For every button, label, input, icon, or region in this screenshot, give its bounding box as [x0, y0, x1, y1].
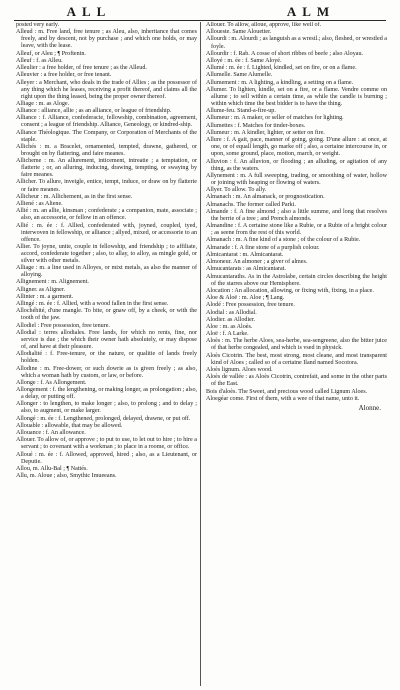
dictionary-entry: Allicher. To allure, inveigle, entice, tempt, induce, or draw on by flatterie or faire meanes.	[16, 179, 197, 193]
dictionary-entry: Allumelle. Same Alumelle.	[206, 72, 273, 79]
dictionary-entry: Alocation : An allocation, allowing, or fixing with, fixing, in a place.	[206, 287, 374, 294]
dictionary-entry: Alliance : alliance, allie ; as an alliance, or league of friendship.	[16, 108, 172, 115]
dictionary-entry: Allinter : m. a garment.	[16, 293, 74, 300]
dictionary-entry: Allumeur : m. A kindler, lighter, or setter on fire.	[206, 129, 325, 136]
dictionary-entry: Allouable : allowable, that may be allowed.	[16, 422, 123, 429]
dictionary-entry: Almandine : f. A certaine stone like a Rubie, or a Rubie of a bright colour ; as seene from the rest of this world.	[206, 223, 387, 237]
dictionary-entry: Allume-feu. Stand-a-fire-up.	[206, 108, 276, 115]
dictionary-entry: Alleuf : f. as Alleu.	[16, 57, 63, 64]
dictionary-entry: Allouance : f. An allowance.	[16, 430, 86, 437]
dictionary-entry: Alliage : m. a line used in Alloyes, or mixt metals, as also the manner of alloying.	[16, 265, 197, 279]
dictionary-entry: Almucantaraths. As in the Astrolabe, certain circles describing the height of the starres above our Hemisphere.	[206, 273, 387, 287]
dictionary-entry: Allou, m. Allu-Bal ; ¶ Nattés.	[16, 465, 88, 472]
dictionary-entry: Alluvion : f. An alluvion, or flooding ; an alluding, or agitation of any thing, as the waters.	[206, 158, 387, 172]
dictionary-entry: Bois d'aloès. The Sweet, and precious wood called Lignum Aloes.	[206, 388, 368, 395]
dictionary-entry: Allyer. To allow. To ally.	[206, 187, 267, 194]
text-columns	[14, 22, 390, 686]
dictionary-entry: Allumettes : f. Matches for tinder-boxes.	[206, 122, 306, 129]
dictionary-entry: Allumer. To lighten, kindle, set on a fire, or a flame. Vendre comme on allume ; to sell within a certain time, as while the candle is burning ; within which time the best bidder is to have the thing.	[206, 86, 387, 108]
dictionary-entry: Allié : m. ée : f. Allied, confederated with, joyned, coupled, tyed, interwoven in fellowship, or alliance ; allyed, mixed, or accessorie to an offence.	[16, 222, 197, 243]
dictionary-entry: Allicheur : m. Allichement, as in the first sense.	[16, 193, 133, 200]
dictionary-entry: Almanach : m. A fine kind of a stone ; of the colour of a Rubie.	[206, 237, 361, 244]
dictionary-entry: Allichés : m. a Bracelet, ornamented, tempted, drawne, gathered, or brought on by flattering, and faire meanes.	[16, 143, 197, 157]
running-head-right: ALM	[286, 4, 336, 19]
dictionary-entry: Almucantarats : as Almicantarat.	[206, 266, 286, 273]
catchword: Alonne.	[358, 403, 381, 412]
dictionary-entry: Alliené : as Aliene.	[16, 200, 63, 207]
dictionary-entry: Almoneur. An almoner ; a giver of almes.	[206, 259, 308, 266]
dictionary-entry: Allumement : m. A lighting, a kindling, a setting on a flame.	[206, 79, 354, 86]
dictionary-entry: Aloès Cicotrin. The best, most strong, most cleane, and most transparent kind of Aloes ; called so of a certaine Iland named Socotora.	[206, 352, 387, 366]
dictionary-entry: Allourdi : m. Alourdi ; as languish as a wrestl.; also, fleshed, or wrestled a foyle.	[206, 36, 387, 50]
dictionary-entry: Alleyer : a Merchant, who deals in the trade of Allies ; as the possessor of any thing which he leases, receiving a profit thereof, and claims all the right upon the thing leased, being the proper owner thereof.	[16, 79, 197, 100]
dictionary-entry: Almarade : f. A fine stone of a purplish colour.	[206, 244, 320, 251]
dictionary-entry: Allumeur : m. A maker, or seller of matches for lighting.	[206, 115, 344, 122]
dictionary-entry: Alligner. as Aligner.	[16, 286, 66, 293]
dictionary-entry: Aloès : m. The herbe Aloes, sea-herbe, sea-sengreene, also the bitter juice of that herbe congealed, and which is vsed in physick.	[206, 338, 387, 352]
dictionary-entry: Alleuf, or Aleu ; ¶ Proftenin.	[16, 50, 86, 57]
dictionary-entry: Allochéhité, d'une mangle. To bite, or gnaw off, by a cheek, or with the tooth of the jaw.	[16, 308, 197, 322]
dictionary-entry: Allongé : m. ée : f. Lengthened, prolonged, delayed, drawne, or put off.	[16, 415, 191, 422]
dictionary-entry: Almicantarat : m. Almicantarat.	[206, 251, 284, 258]
running-head-left: ALL	[66, 4, 112, 19]
dictionary-entry: Aloès de vallée : as Aloès Cicotrin, contrefait, and some in the other parts of the East.	[206, 374, 387, 388]
dictionary-entry: Allodine : m. Free-dower, or such dowrie as is given freely ; as also, which a woman hath by custom, or law, or before.	[16, 365, 197, 379]
dictionary-entry: Alodial : as Allodial.	[206, 309, 257, 316]
dictionary-entry: Allonge : f. As Allongement.	[16, 379, 87, 386]
dictionary-entry: Almande : f. A fine almond ; also a little summe, and long that resolves the berrie of a tree ; and Prench almonds.	[206, 208, 387, 222]
right-column	[200, 22, 390, 686]
dictionary-entry: Allongement : f. the lengthening, or making longer, as prolongation ; also, a delay, or putting off.	[16, 387, 198, 401]
dictionary-entry: Alloyé : m. ée : f. Same Aloyé.	[206, 57, 282, 64]
dictionary-entry: Aloegéar come. First of them, with a wee of that name, unto it.	[206, 395, 360, 402]
dictionary-entry: Alloueste. Same Alouetter.	[206, 29, 272, 36]
dictionary-entry: Allu, m. Aloue ; also, Smythic Imueeans.	[16, 473, 117, 480]
dictionary-entry: Alodier. as Allodier.	[206, 316, 256, 323]
dictionary-entry: Allié : m. an allie, kinsman ; confederate ; a companion, mate, associate ; also, an accessorie, or fellow in an offence.	[16, 208, 197, 222]
dictionary-entry: Allicheme : m. An allurement, inticement, intreatie ; a temptation, or flatterie ; or, an alluring, inducing, drawing, tempting, or swaying by faire meanes.	[16, 158, 197, 179]
dictionary-entry: Allingé : m. ée : f. Allied, with a wood fallen in the first sense.	[16, 301, 169, 308]
dictionary-entry: Allodial : terres allodiales. Free lands, for which no rents, fine, nor service is due ; the which their owner hath absolutely, or may dispose of, and have at their pleasure.	[16, 329, 197, 350]
dictionary-entry: Aloe : m. as Aloès.	[206, 323, 253, 330]
dictionary-entry: Aloès lignum. Aloes wood.	[206, 367, 273, 373]
dictionary-entry: Allonger : to lengthen, to make longer ; also, to prolong ; and to delay ; also, to augment, or make larger.	[16, 401, 197, 415]
dictionary-entry: Alodé : Free possession, free tenure.	[206, 302, 295, 309]
dictionary-entry: Almanach : m. An almanack, or prognostication.	[206, 194, 325, 201]
dictionary-entry: Allourdir : f. Rab. A cosse of short ribbes of beefe ; also Aloyau.	[206, 50, 364, 57]
dictionary-entry: Alliance Théologique. The Company, or Corporation of Merchants of the staple.	[16, 129, 197, 143]
dictionary-entry: Allier. To joyne, unite, couple in fellowship, and friendship ; to affiliate, accord, confederate together ; also, to allay, to alloy, as mingle gold, or silver with other metals.	[16, 243, 197, 264]
left-column	[14, 22, 200, 686]
dictionary-entry: Allure : f. A gait, pace, manner of going, going. D'une allure : at once, at one, or of equall length, go marke off ; also, a certaine intercourse in, or upon, some ground, place, motion, march, or weight.	[206, 137, 387, 158]
dictionary-entry: Alliance : f. Alliance, confederacie, fellowship, combination, agreement, consent ; a league of friendship. Alliance, Geneology, or kindred-ship.	[16, 115, 197, 129]
dictionary-entry: Aloe & Aloë : m. Aloe ; ¶ Lang.	[206, 295, 285, 302]
dictionary-entry: Alleud : m. Free land, free tenure ; as Aleu, also, inheritance that comes freely, and by descent, not by purchase ; and which one holds, or may leave, with the lease.	[16, 29, 197, 50]
dictionary-entry: Alliage : m. as Aloge.	[16, 100, 70, 107]
dictionary-entry: Allynement : m. A full sweeping, trading, or smoothing of water, hollow or joining with heaping or flowing of waters.	[206, 172, 387, 186]
dictionary-entry: Alleulier : a free holder, of free tenure ; as the Alleud.	[16, 65, 147, 72]
dictionary-entry: Almanachs. The former called Parki.	[206, 201, 296, 208]
dictionary-entry: Allignement : m. Alignement.	[16, 279, 89, 286]
running-head	[14, 4, 386, 21]
dictionary-entry: Allouer. To allow, alloue, approve, like well of.	[206, 22, 322, 28]
dictionary-entry: Allumé : m. ée : f. Lighted, kindled, set on fire, or on a flame.	[206, 65, 357, 72]
dictionary-entry: Aloë : f. A Larke.	[206, 331, 249, 338]
dictionary-entry: Allodialité : f. Free-tenure, or the nature, or qualitie of lands freely holden.	[16, 351, 197, 365]
dictionary-entry: Alloué : m. ée : f. Allowed, approved, hired ; also, as a Lieutenant, or Deputie.	[16, 451, 197, 465]
dictionary-entry: Allouer. To allow of, or approve ; to put to use, to let out to hire ; to hire a servant ; to covenant with a workman ; to place in a roome, or office.	[16, 437, 197, 451]
dictionary-entry: posted very early.	[16, 22, 60, 28]
dictionary-entry: Alleuvier : a free holder, or free tenant.	[16, 72, 112, 79]
dictionary-entry: Allodiel : Free possession, free tenure.	[16, 322, 110, 329]
